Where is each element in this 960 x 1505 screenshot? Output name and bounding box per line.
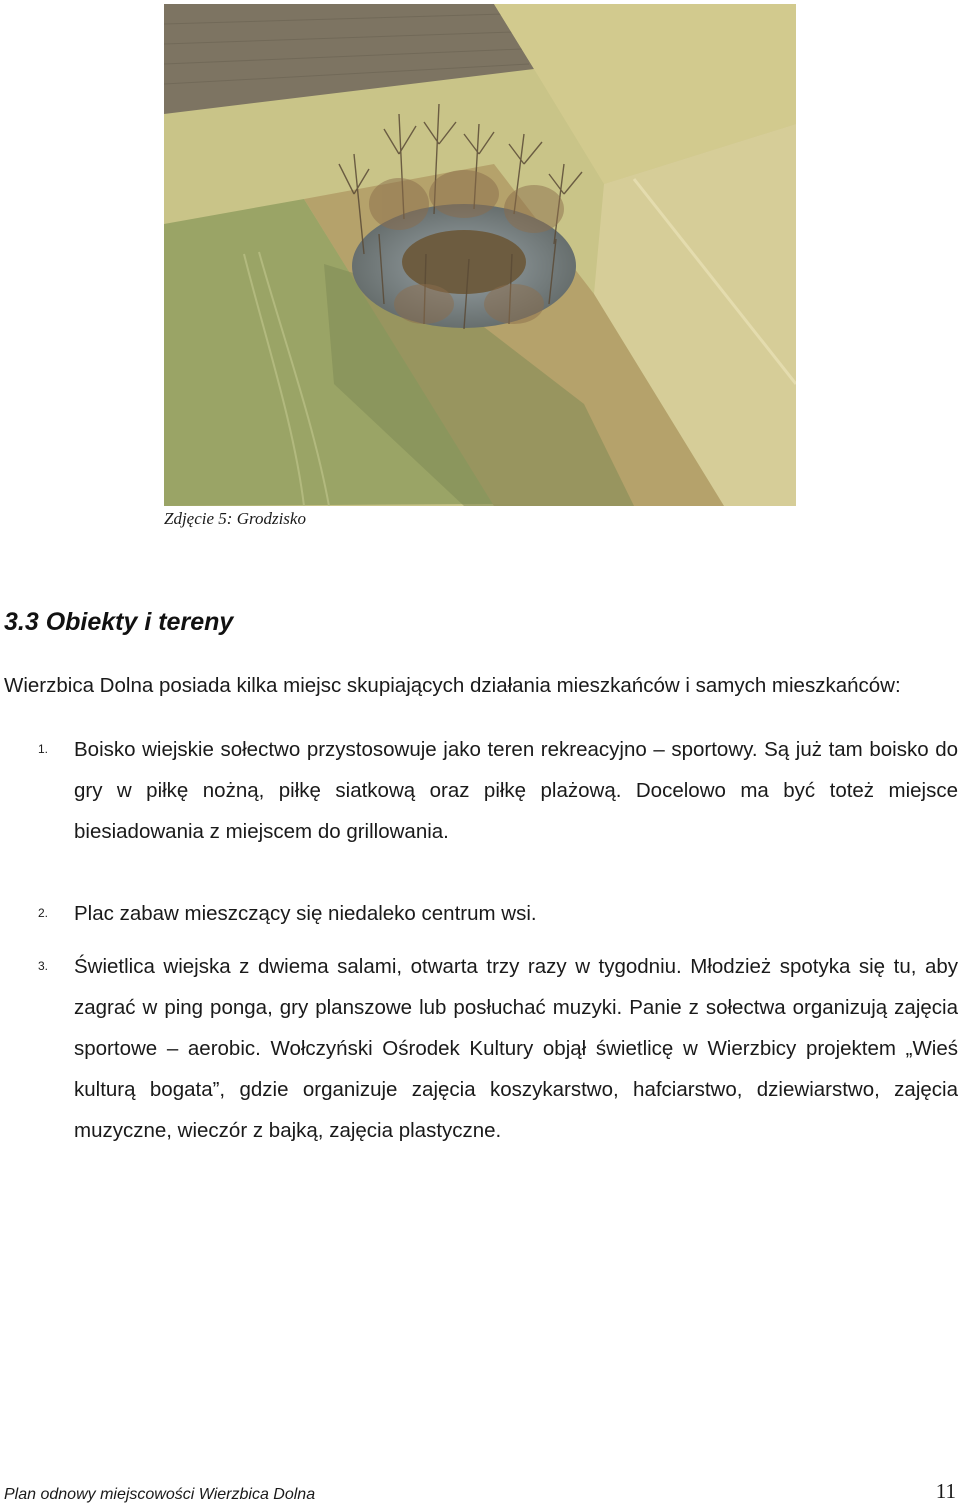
list-text: Plac zabaw mieszczący się niedaleko centrum wsi. — [74, 902, 537, 925]
section-heading: 3.3 Obiekty i tereny — [4, 608, 234, 636]
list-text: Świetlica wiejska z dwiema salami, otwarta trzy razy w tygodniu. Młodzież spotyka się tu, aby zagrać w ping ponga, gry planszowe lub posłuchać muzyki. Panie z sołectwa organizują zajęcia sportowe – aerobic. Wołczyński Ośrodek Kultury objął świetlicę w Wierzbicy projektem „Wieś kulturą bogata”, gdzie organizuje zajęcia koszykarstwo, hafciarstwo, dziewiarstwo, zajęcia muzyczne, wieczór z bajką, zajęcia plastyczne. — [74, 955, 958, 1142]
footer-title: Plan odnowy miejscowości Wierzbica Dolna — [4, 1486, 316, 1503]
aerial-photo — [164, 4, 796, 506]
list-text: Boisko wiejskie sołectwo przystosowuje jako teren rekreacyjno – sportowy. Są już tam boisko do gry w piłkę nożną, piłkę siatkową oraz piłkę plażową. Docelowo ma być toteż miejsce biesiadowania z miejscem do grillowania. — [74, 738, 958, 843]
intro-paragraph: Wierzbica Dolna posiada kilka miejsc skupiających działania mieszkańców i samych mieszkańców: — [4, 674, 901, 697]
list-number: 1. — [38, 742, 49, 756]
photo-caption: Zdjęcie 5: Grodzisko — [164, 509, 306, 528]
list-item — [4, 893, 958, 934]
aerial-photo-grodzisko-icon — [164, 4, 796, 506]
list-number: 3. — [38, 959, 49, 973]
list-item — [4, 946, 958, 1151]
list-item — [4, 729, 958, 852]
page-footer — [4, 1480, 958, 1504]
page-number: 11 — [935, 1479, 956, 1503]
list-number: 2. — [38, 906, 49, 920]
